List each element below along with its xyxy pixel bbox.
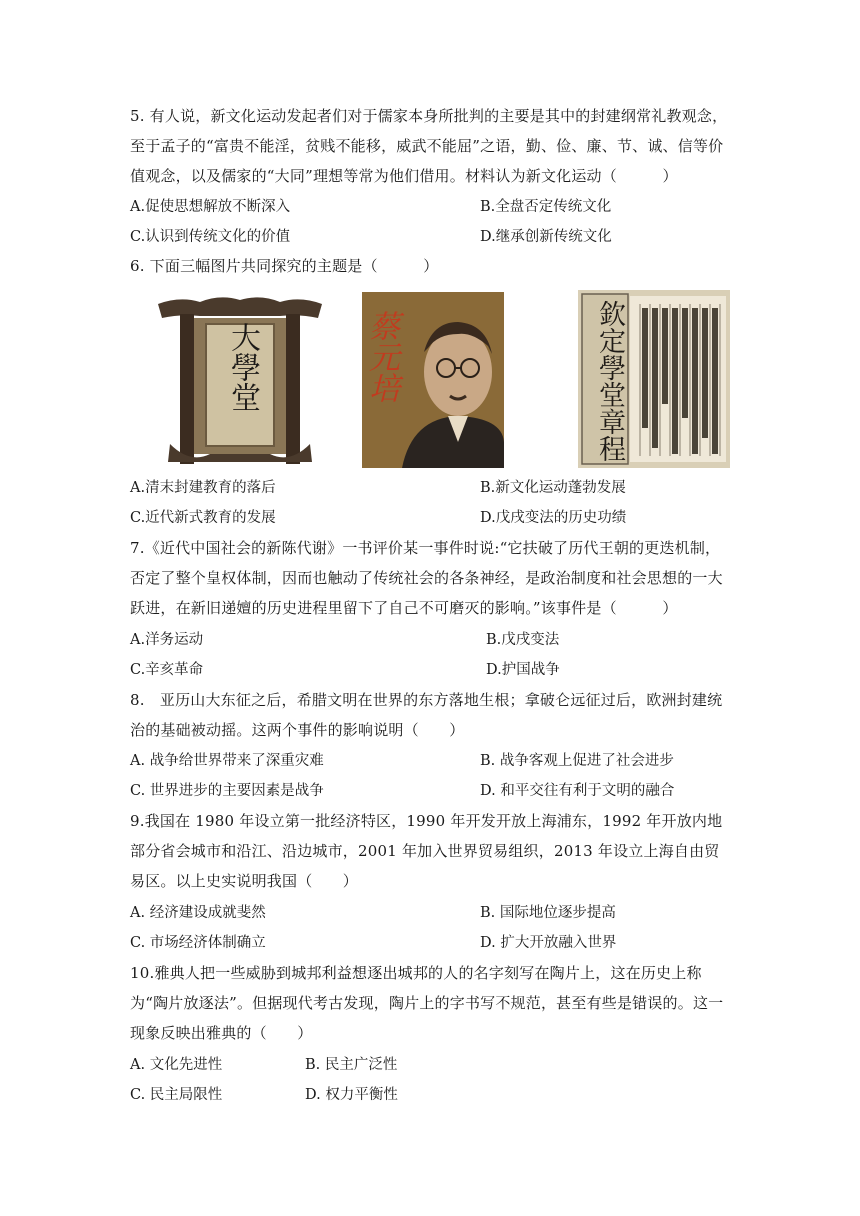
question-7-stem: 7.《近代中国社会的新陈代谢》一书评价某一事件时说:“它扶破了历代王朝的更迭机制，否定了整个皇权体制，因而也触动了传统社会的各条神经，是政治制度和社会思想的一大跃进，在新旧递嬗的历史进程里留下了自己不可磨灭的影响。”该事件是（ ） (130, 539, 723, 617)
question-8-stem: 8. 亚历山大东征之后，希腊文明在世界的东方落地生根；拿破仑远征过后，欧洲封建统治的基础被动摇。这两个事件的影响说明（ ） (130, 691, 723, 739)
q8-option-c: C. 世界进步的主要因素是战争 (130, 783, 324, 799)
q5-option-c: C.认识到传统文化的价值 (130, 229, 291, 245)
q5-option-d: D.继承创新传统文化 (480, 229, 612, 245)
daxuetang-plaque-image (150, 294, 330, 470)
question-6-stem: 6. 下面三幅图片共同探究的主题是（ ） (130, 257, 439, 275)
cai-yuanpei-portrait-image (362, 292, 504, 468)
q9-option-b: B. 国际地位逐步提高 (480, 905, 616, 921)
question-9-stem: 9.我国在 1980 年设立第一批经济特区，1990 年开发开放上海浦东，1992 年开放内地部分省会城市和沿江、沿边城市，2001 年加入世界贸易组织，2013 年设立上海自由贸易区。以上史实说明我国（ ） (130, 812, 723, 890)
q8-option-d: D. 和平交往有利于文明的融合 (480, 783, 675, 799)
question-10-stem: 10.雅典人把一些威胁到城邦利益想逐出城邦的人的名字刻写在陶片上，这在历史上称为“陶片放逐法”。但据现代考古发现，陶片上的字书写不规范，甚至有些是错误的。这一现象反映出雅典的（ ） (130, 964, 724, 1042)
qinding-xuetang-zhangcheng-book-image (578, 290, 730, 468)
q7-option-b: B.戊戌变法 (486, 632, 560, 648)
q9-option-c: C. 市场经济体制确立 (130, 935, 266, 951)
q9-option-d: D. 扩大开放融入世界 (480, 935, 617, 951)
q8-option-b: B. 战争客观上促进了社会进步 (480, 753, 674, 769)
q8-option-a: A. 战争给世界带来了深重灾难 (130, 753, 324, 769)
q6-option-b: B.新文化运动蓬勃发展 (480, 480, 626, 496)
q9-option-a: A. 经济建设成就斐然 (130, 905, 266, 921)
book-title: 欽定學堂章程 (594, 300, 625, 462)
q7-option-c: C.辛亥革命 (130, 662, 204, 678)
q7-option-d: D.护国战争 (486, 662, 560, 678)
question-5-stem: 5. 有人说，新文化运动发起者们对于儒家本身所批判的主要是其中的封建纲常礼教观念，至于孟子的“富贵不能淫，贫贱不能移，威武不能屈”之语，勤、俭、廉、节、诚、信等价值观念，以及儒家的“大同”理想等常为他们借用。材料认为新文化运动（ ） (130, 107, 728, 185)
q10-option-a: A. 文化先进性 (130, 1057, 223, 1073)
q6-option-d: D.戊戌变法的历史功绩 (480, 510, 627, 526)
q5-option-b: B.全盘否定传统文化 (480, 199, 612, 215)
plaque-text: 大學堂 (225, 322, 260, 412)
q7-option-a: A.洋务运动 (130, 632, 204, 648)
q10-option-b: B. 民主广泛性 (305, 1057, 398, 1073)
portrait-calligraphy: 蔡元培 (363, 310, 399, 403)
q6-option-c: C.近代新式教育的发展 (130, 510, 276, 526)
q10-option-c: C. 民主局限性 (130, 1087, 223, 1103)
q5-option-a: A.促使思想解放不断深入 (130, 199, 291, 215)
q10-option-d: D. 权力平衡性 (305, 1087, 398, 1103)
q6-option-a: A.清末封建教育的落后 (130, 480, 276, 496)
